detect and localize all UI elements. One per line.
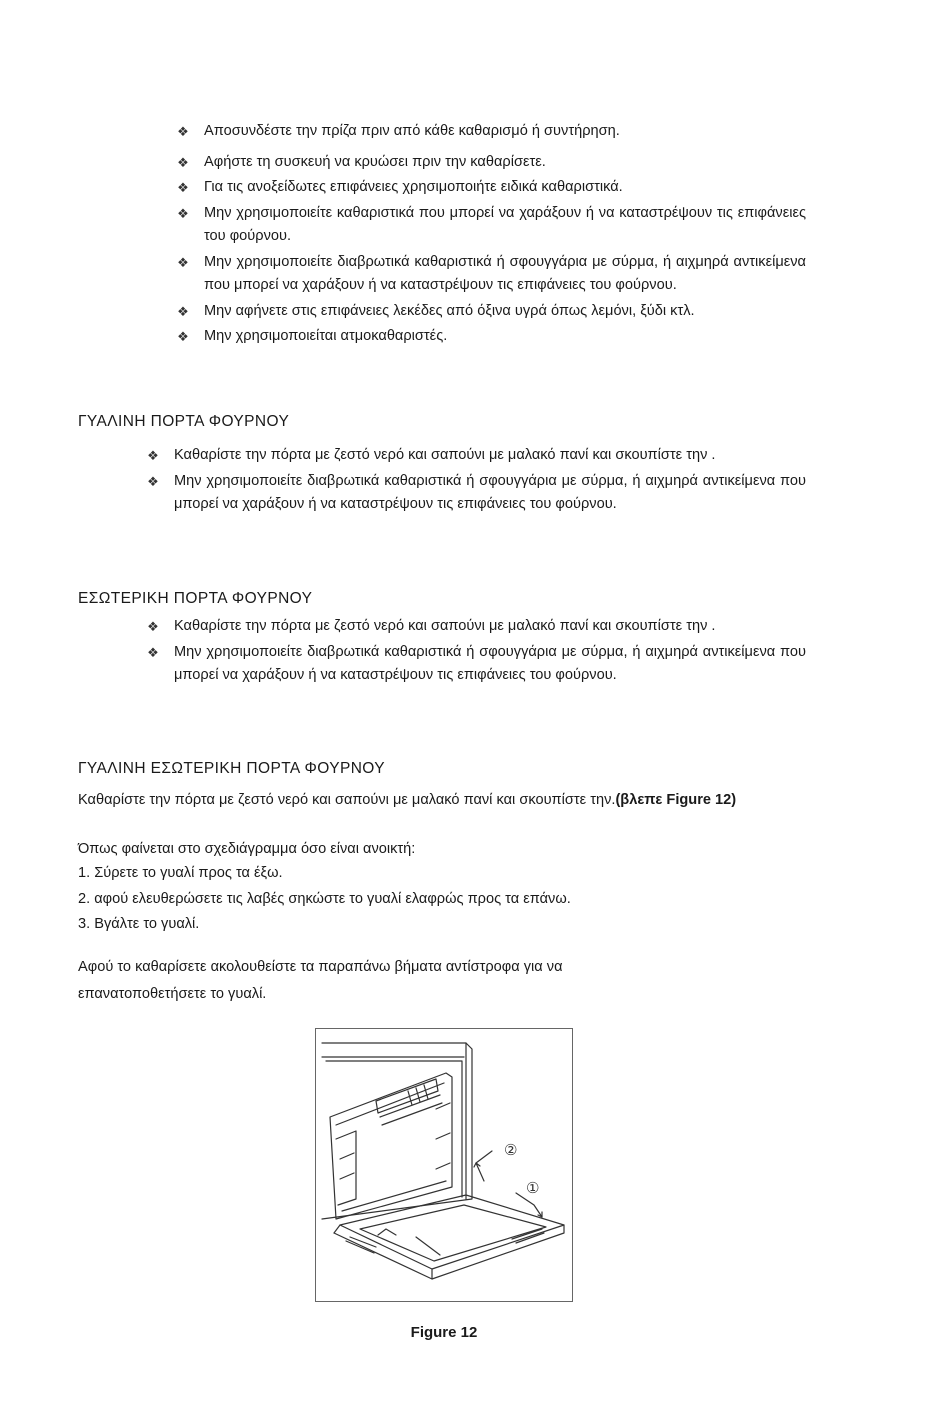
list-item-text: Μην χρησιμοποιείτε διαβρωτικά καθαριστικά ή σφουγγάρια με σύρμα, ή αιχμηρά αντικείμενα που μπορεί να χαράξουν ή να καταστρέψουν τις επιφάνειες του φούρνου. (174, 472, 806, 512)
oven-door-figure (315, 1028, 573, 1302)
intro-text: Καθαρίστε την πόρτα με ζεστό νερό και σαπούνι με μαλακό πανί και σκουπίστε την. (78, 792, 616, 808)
intro-paragraph (78, 789, 806, 813)
list-item-text: Αφήστε τη συσκευή να κρυώσει πριν την καθαρίσετε. (204, 153, 546, 170)
general-cleaning-list (173, 120, 806, 349)
list-item-text: Μην χρησιμοποιείτε καθαριστικά που μπορεί να χαράξουν ή να καταστρέψουν τις επιφάνειες του φούρνου. (204, 204, 806, 244)
outro-line-1: Αφού το καθαρίσετε ακολουθείστε τα παραπάνω βήματα αντίστροφα για να (78, 959, 563, 975)
bullet-diamond-icon: ❖ (147, 644, 159, 660)
list-item (173, 120, 806, 144)
list-item (173, 176, 806, 200)
bullet-diamond-icon: ❖ (177, 154, 189, 170)
callout-1: ① (526, 1179, 540, 1197)
bullet-diamond-icon: ❖ (177, 124, 189, 139)
list-item-text: Μην χρησιμοποιείτε διαβρωτικά καθαριστικά ή σφουγγάρια με σύρμα, ή αιχμηρά αντικείμενα που μπορεί να χαράξουν ή να καταστρέψουν τις επιφάνειες του φούρνου. (174, 643, 806, 683)
figure-reference: (βλεπε Figure 12) (615, 792, 737, 808)
bullet-diamond-icon: ❖ (147, 448, 159, 463)
outro-line-2: επανατοποθετήσετε το γυαλί. (78, 986, 267, 1002)
callout-2: ② (504, 1141, 518, 1159)
step-1: 1. Σύρετε το γυαλί προς τα έξω. (78, 865, 283, 881)
list-item (173, 325, 806, 349)
section-heading-inner-door: ΕΣΩΤΕΡΙΚΗ ΠΟΡΤΑ ΦΟΥΡΝΟΥ (78, 590, 313, 607)
bullet-diamond-icon: ❖ (177, 205, 189, 221)
section-heading-glass-door: ΓΥΑΛΙΝΗ ΠΟΡΤΑ ΦΟΥΡΝΟΥ (78, 413, 290, 430)
glass-door-list (143, 444, 806, 517)
list-item-text: Μην αφήνετε στις επιφάνειες λεκέδες από όξινα υγρά όπως λεμόνι, ξύδι κτλ. (204, 302, 695, 319)
figure-caption: Figure 12 (410, 1324, 478, 1341)
list-item-text: Καθαρίστε την πόρτα με ζεστό νερό και σαπούνι με μαλακό πανί και σκουπίστε την . (174, 618, 716, 634)
lead-text: Όπως φαίνεται στο σχεδιάγραμμα όσο είναι ανοικτή: (78, 841, 416, 857)
section-heading-inner-glass-door: ΓΥΑΛΙΝΗ ΕΣΩΤΕΡΙΚΗ ΠΟΡΤΑ ΦΟΥΡΝΟΥ (78, 760, 385, 777)
step-3: 3. Βγάλτε το γυαλί. (78, 916, 200, 932)
oven-door-illustration (316, 1029, 572, 1301)
bullet-diamond-icon: ❖ (177, 329, 189, 344)
list-item (143, 470, 806, 517)
list-item (143, 444, 806, 468)
list-item (173, 202, 806, 249)
list-item (173, 151, 806, 175)
list-item-text: Αποσυνδέστε την πρίζα πριν από κάθε καθαρισμό ή συντήρηση. (204, 123, 620, 139)
list-item (143, 641, 806, 688)
bullet-diamond-icon: ❖ (177, 303, 189, 319)
inner-door-list (143, 615, 806, 688)
list-item-text: Καθαρίστε την πόρτα με ζεστό νερό και σαπούνι με μαλακό πανί και σκουπίστε την . (174, 447, 716, 463)
bullet-diamond-icon: ❖ (147, 473, 159, 489)
list-item-text: Για τις ανοξείδωτες επιφάνειες χρησιμοποιήτε ειδικά καθαριστικά. (204, 179, 623, 195)
bullet-diamond-icon: ❖ (147, 619, 159, 634)
list-item (143, 615, 806, 639)
bullet-diamond-icon: ❖ (177, 180, 189, 195)
list-item-text: Μην χρησιμοποιείτε διαβρωτικά καθαριστικά ή σφουγγάρια με σύρμα, ή αιχμηρά αντικείμενα που μπορεί να χαράξουν ή να καταστρέψουν τις επιφάνειες του φούρνου. (204, 253, 806, 293)
list-item (173, 300, 806, 324)
list-item (173, 251, 806, 298)
list-item-text: Μην χρησιμοποιείται ατμοκαθαριστές. (204, 328, 448, 344)
bullet-diamond-icon: ❖ (177, 254, 189, 270)
step-2: 2. αφού ελευθερώσετε τις λαβές σηκώστε το γυαλί ελαφρώς προς τα επάνω. (78, 891, 571, 907)
